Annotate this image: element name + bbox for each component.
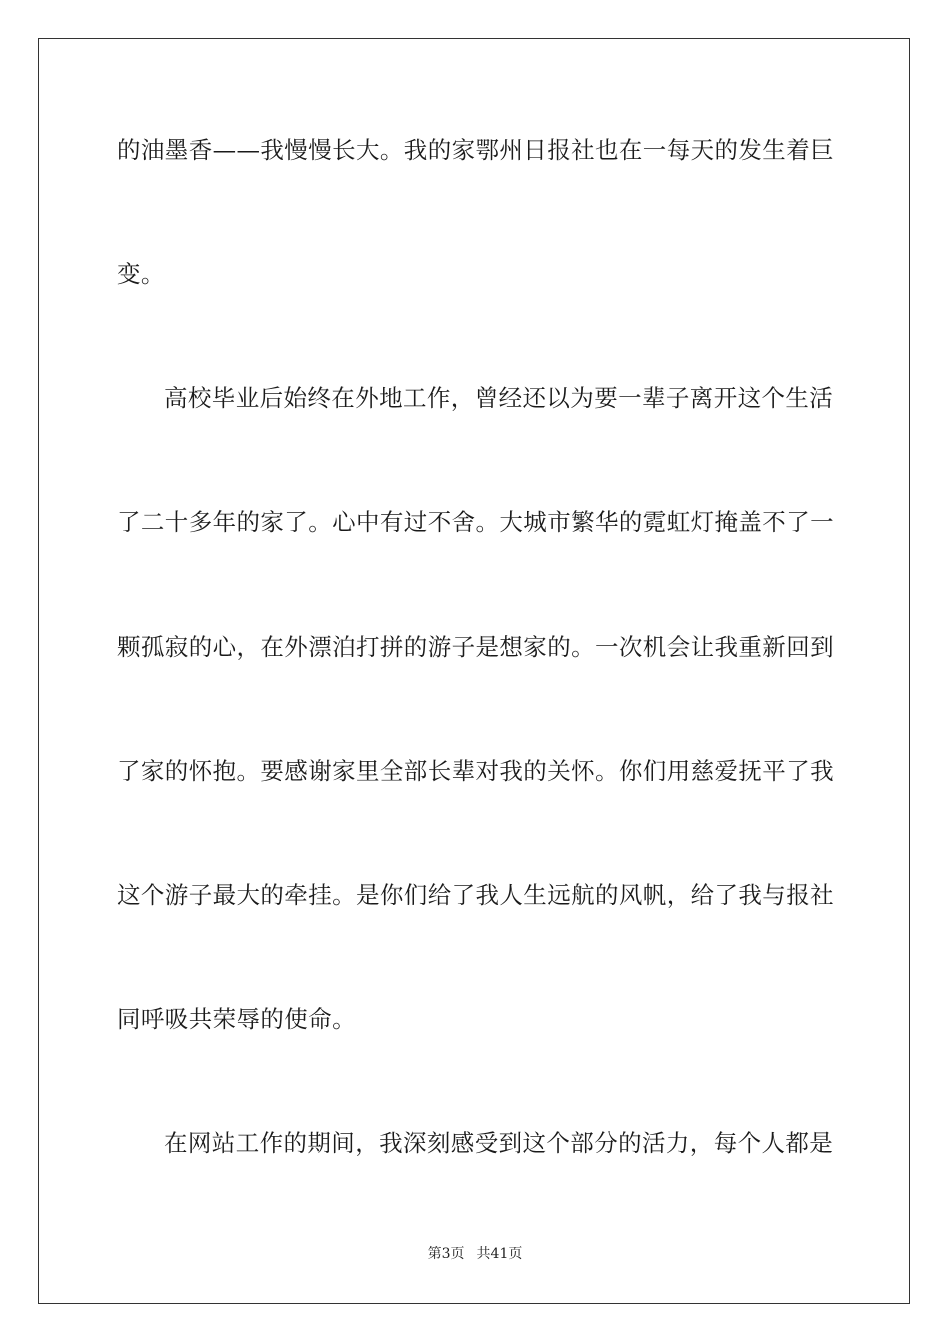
text-line: 了家的怀抱。要感谢家里全部长辈对我的关怀。你们用慈爱抚平了我 bbox=[117, 757, 834, 785]
text-line: 颗孤寂的心，在外漂泊打拼的游子是想家的。一次机会让我重新回到 bbox=[117, 633, 834, 661]
page-total: 共41页 bbox=[476, 1246, 523, 1262]
page-footer bbox=[0, 1244, 950, 1264]
text-line: 变。 bbox=[117, 260, 165, 288]
text-line: 同呼吸共荣辱的使命。 bbox=[117, 1005, 356, 1033]
text-line: 了二十多年的家了。心中有过不舍。大城市繁华的霓虹灯掩盖不了一 bbox=[117, 508, 834, 536]
page-number: 第3页 bbox=[427, 1246, 465, 1262]
paragraph-start-line: 高校毕业后始终在外地工作，曾经还以为要一辈子离开这个生活 bbox=[164, 384, 834, 412]
text-line: 的油墨香——我慢慢长大。我的家鄂州日报社也在一每天的发生着巨 bbox=[117, 136, 834, 164]
paragraph-start-line: 在网站工作的期间，我深刻感受到这个部分的活力，每个人都是 bbox=[164, 1129, 834, 1157]
text-line: 这个游子最大的牵挂。是你们给了我人生远航的风帆，给了我与报社 bbox=[117, 881, 834, 909]
